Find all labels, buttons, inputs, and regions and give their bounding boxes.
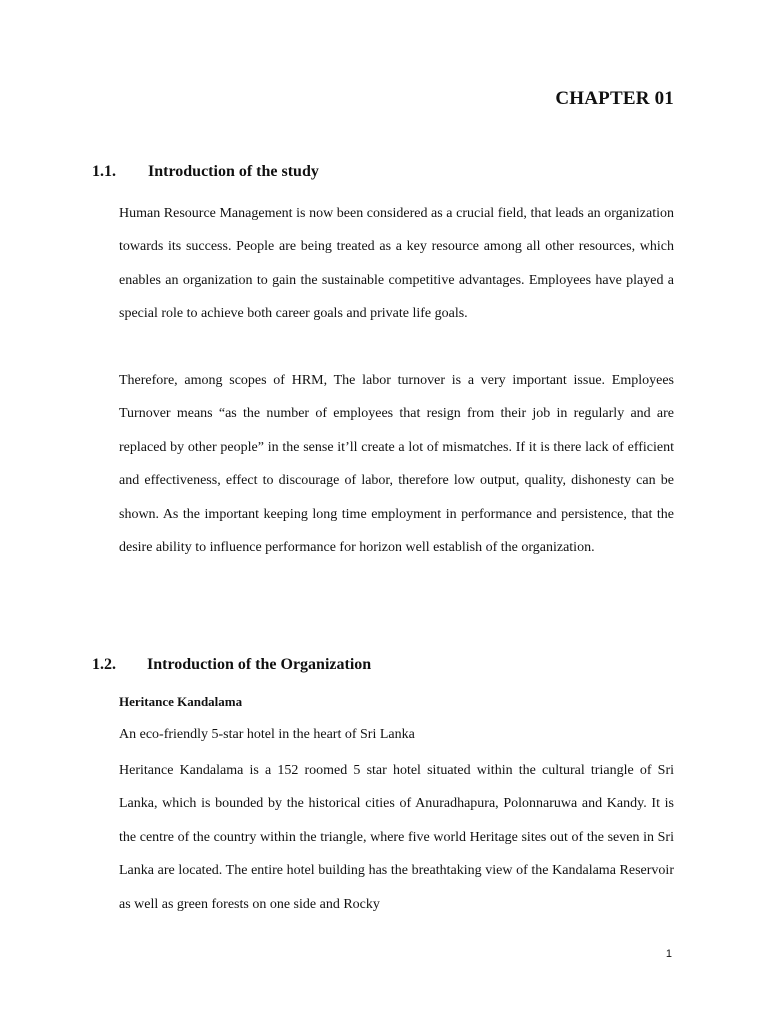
organization-tagline: An eco-friendly 5-star hotel in the heart of Sri Lanka <box>119 727 415 742</box>
section-title: Introduction of the Organization <box>147 656 372 673</box>
page-number: 1 <box>665 948 672 960</box>
section-number: 1.1. <box>92 163 116 180</box>
section-heading-1-2 <box>92 656 371 674</box>
chapter-title: CHAPTER 01 <box>555 88 674 109</box>
section-title: Introduction of the study <box>148 163 319 180</box>
section-heading-1-1 <box>92 163 319 181</box>
organization-name-heading: Heritance Kandalama <box>119 694 243 709</box>
paragraph-labor-turnover: Therefore, among scopes of HRM, The labor turnover is a very important issue. Employees Turnover means “as the number of employees that resign from their job in regularly and are replaced by other people” in the sense it’ll create a lot of mismatches. If it is there lack of efficient and effectiveness, effect to discourage of labor, therefore low output, quality, dishonesty can be shown. As the important keeping long time employment in performance and persistence, that the desire ability to influence performance for horizon well establish of the organization. <box>119 373 674 556</box>
paragraph-organization-description: Heritance Kandalama is a 152 roomed 5 star hotel situated within the cultural triangle of Sri Lanka, which is bounded by the historical cities of Anuradhapura, Polonnaruwa and Kandy. It is the centre of the country within the triangle, where five world Heritage sites out of the seven in Sri Lanka are located. The entire hotel building has the breathtaking view of the Kandalama Reservoir as well as green forests on one side and Rocky <box>119 763 674 912</box>
section-number: 1.2. <box>92 656 116 673</box>
paragraph-hrm-intro: Human Resource Management is now been considered as a crucial field, that leads an organization towards its success. People are being treated as a key resource among all other resources, which enables an organization to gain the sustainable competitive advantages. Employees have played a special role to achieve both career goals and private life goals. <box>119 206 674 322</box>
